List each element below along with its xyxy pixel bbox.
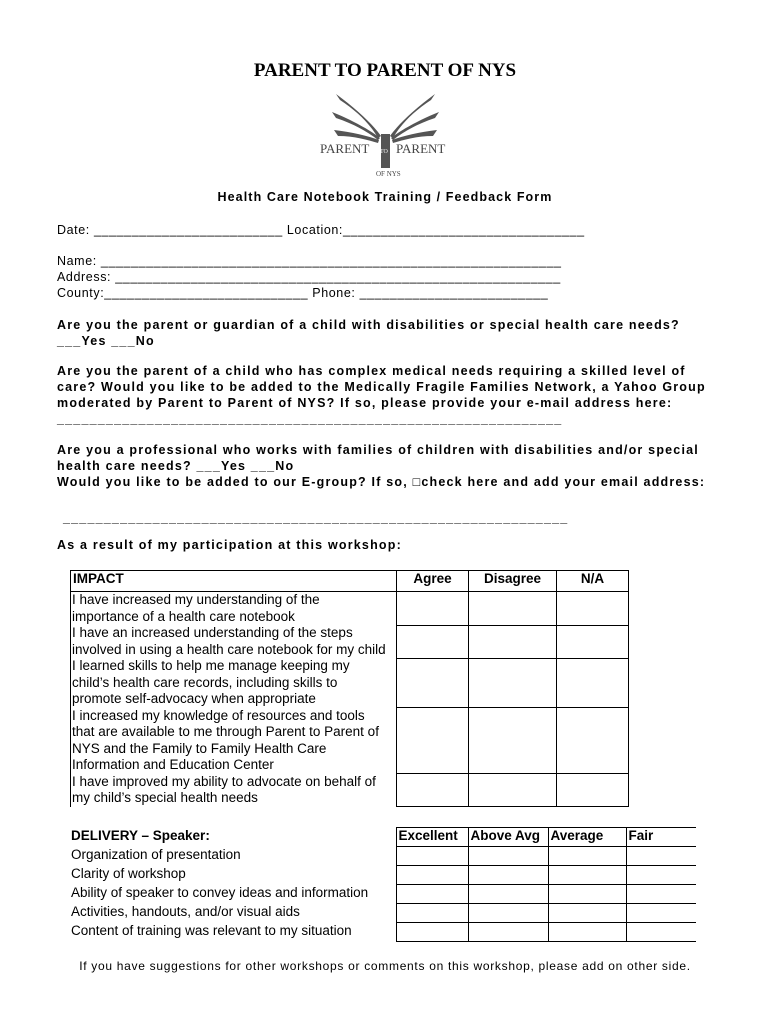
impact-row (71, 658, 629, 708)
delivery-table (70, 827, 696, 942)
question-egroup (57, 474, 705, 490)
delivery-criterion: Clarity of workshop (70, 866, 396, 885)
disagree-cell[interactable] (469, 592, 557, 626)
na-cell[interactable] (557, 592, 629, 626)
parent-to-parent-logo (318, 90, 453, 182)
disagree-cell[interactable] (469, 658, 557, 708)
county-phone-row (57, 285, 548, 301)
impact-statement (71, 592, 397, 626)
disagree-cell[interactable] (469, 708, 557, 774)
above-avg-cell[interactable] (468, 923, 548, 942)
average-cell[interactable] (548, 885, 626, 904)
location-field[interactable]: ________________________________ (343, 223, 585, 237)
date-field[interactable]: _________________________ (93, 223, 283, 237)
delivery-row (70, 904, 696, 923)
na-cell[interactable] (557, 774, 629, 807)
disagree-cell[interactable] (469, 625, 557, 658)
question-complex-needs-line-2: care? Would you like to be added to the Medically Fragile Families Network, a Yahoo Group (57, 380, 706, 394)
logo-text-bottom: OF NYS (376, 170, 401, 178)
above-avg-cell[interactable] (468, 885, 548, 904)
fair-cell[interactable] (626, 866, 696, 885)
na-header: N/A (557, 571, 629, 592)
excellent-cell[interactable] (396, 904, 468, 923)
impact-statement (71, 625, 397, 658)
impact-statement-line: I learned skills to help me manage keeping my (72, 658, 350, 673)
county-label: County: (57, 286, 105, 300)
impact-statement (71, 658, 397, 708)
location-label: Location: (286, 223, 343, 237)
impact-row (71, 592, 629, 626)
delivery-criterion: Ability of speaker to convey ideas and information (70, 885, 396, 904)
agree-cell[interactable] (397, 592, 469, 626)
average-cell[interactable] (548, 866, 626, 885)
impact-statement-line: importance of a health care notebook (72, 608, 295, 624)
question-professional-line-1: Are you a professional who works with families of children with disabilities and/or special (57, 443, 699, 457)
logo-text-left: PARENT (320, 141, 370, 156)
address-row (57, 269, 561, 285)
phone-field[interactable]: _________________________ (359, 286, 549, 300)
fair-cell[interactable] (626, 885, 696, 904)
impact-statement-line: my child’s special health needs (72, 790, 258, 805)
agree-cell[interactable] (397, 774, 469, 807)
participation-heading: As a result of my participation at this workshop: (57, 538, 402, 552)
impact-statement-line: I increased my knowledge of resources and tools (72, 707, 365, 723)
impact-statement (71, 708, 397, 774)
logo-text-middle: TO (380, 149, 388, 155)
impact-statement-line: NYS and the Family to Family Health Care (72, 740, 327, 756)
above-avg-cell[interactable] (468, 866, 548, 885)
impact-statement-line: Information and Education Center (72, 757, 274, 772)
egroup-text-2: check here and add your email address: (421, 475, 706, 489)
impact-statement-line: I have increased my understanding of the (72, 592, 320, 607)
logo-text-right: PARENT (396, 141, 446, 156)
delivery-header: DELIVERY – Speaker: (70, 828, 396, 847)
question-professional-yes-no[interactable]: health care needs? ___Yes ___No (57, 459, 295, 473)
above-avg-cell[interactable] (468, 904, 548, 923)
agree-cell[interactable] (397, 658, 469, 708)
impact-statement-line: promote self-advocacy when appropriate (72, 691, 316, 706)
impact-statement (71, 774, 397, 807)
address-field[interactable]: ___________________________________________________________ (115, 270, 561, 284)
impact-statement-line: that are available to me through Parent to Parent of (72, 724, 379, 739)
fair-cell[interactable] (626, 904, 696, 923)
delivery-criterion: Content of training was relevant to my situation (70, 923, 396, 942)
phone-label: Phone: (312, 286, 356, 300)
email-field-network[interactable]: ______________________________________________________________ (57, 412, 563, 426)
excellent-cell[interactable] (396, 866, 468, 885)
na-cell[interactable] (557, 708, 629, 774)
question-parent-yes-no[interactable]: ___Yes ___No (57, 334, 155, 348)
date-location-row (57, 222, 585, 238)
na-cell[interactable] (557, 658, 629, 708)
average-cell[interactable] (548, 847, 626, 866)
impact-row (71, 625, 629, 658)
delivery-criterion: Organization of presentation (70, 847, 396, 866)
impact-header: IMPACT (71, 571, 397, 592)
name-label: Name: (57, 254, 97, 268)
fair-cell[interactable] (626, 923, 696, 942)
tree-wings-icon (332, 94, 439, 168)
impact-row (71, 708, 629, 774)
name-row (57, 253, 562, 269)
impact-row (71, 774, 629, 807)
delivery-row (70, 847, 696, 866)
county-field[interactable]: ___________________________ (104, 286, 309, 300)
name-field[interactable]: _____________________________________________________________ (100, 254, 562, 268)
agree-header: Agree (397, 571, 469, 592)
agree-cell[interactable] (397, 708, 469, 774)
impact-statement-line: I have improved my ability to advocate on behalf of (72, 773, 376, 789)
address-label: Address: (57, 270, 112, 284)
delivery-row (70, 885, 696, 904)
agree-cell[interactable] (397, 625, 469, 658)
excellent-cell[interactable] (396, 847, 468, 866)
above-avg-header: Above Avg (468, 828, 548, 847)
question-complex-needs-line-3: moderated by Parent to Parent of NYS? If so, please provide your e-mail address here: (57, 396, 673, 410)
excellent-header: Excellent (396, 828, 468, 847)
impact-statement-line: child’s health care records, including skills to (72, 674, 338, 690)
average-header: Average (548, 828, 626, 847)
footer-note: If you have suggestions for other workshops or comments on this workshop, please add on other side. (79, 959, 691, 973)
disagree-cell[interactable] (469, 774, 557, 807)
average-cell[interactable] (548, 904, 626, 923)
impact-table (70, 570, 629, 807)
disagree-header: Disagree (469, 571, 557, 592)
email-field-egroup[interactable]: ______________________________________________________________ (63, 511, 569, 525)
impact-statement-line: I have an increased understanding of the steps (72, 625, 353, 640)
egroup-checkbox[interactable]: □ (412, 475, 422, 489)
delivery-criterion: Activities, handouts, and/or visual aids (70, 904, 396, 923)
delivery-row (70, 866, 696, 885)
form-subtitle: Health Care Notebook Training / Feedback Form (217, 190, 553, 204)
above-avg-cell[interactable] (468, 847, 548, 866)
egroup-text: Would you like to be added to our E-group? If so, (57, 475, 413, 489)
delivery-row (70, 923, 696, 942)
fair-cell[interactable] (626, 847, 696, 866)
excellent-cell[interactable] (396, 885, 468, 904)
question-complex-needs-line-1: Are you the parent of a child who has complex medical needs requiring a skilled level of (57, 364, 686, 378)
date-label: Date: (57, 223, 90, 237)
question-parent: Are you the parent or guardian of a child with disabilities or special health care needs? (57, 318, 680, 332)
na-cell[interactable] (557, 625, 629, 658)
page-title: PARENT TO PARENT OF NYS (253, 60, 517, 81)
average-cell[interactable] (548, 923, 626, 942)
fair-header: Fair (626, 828, 696, 847)
impact-statement-line: involved in using a health care notebook for my child (72, 641, 386, 657)
excellent-cell[interactable] (396, 923, 468, 942)
